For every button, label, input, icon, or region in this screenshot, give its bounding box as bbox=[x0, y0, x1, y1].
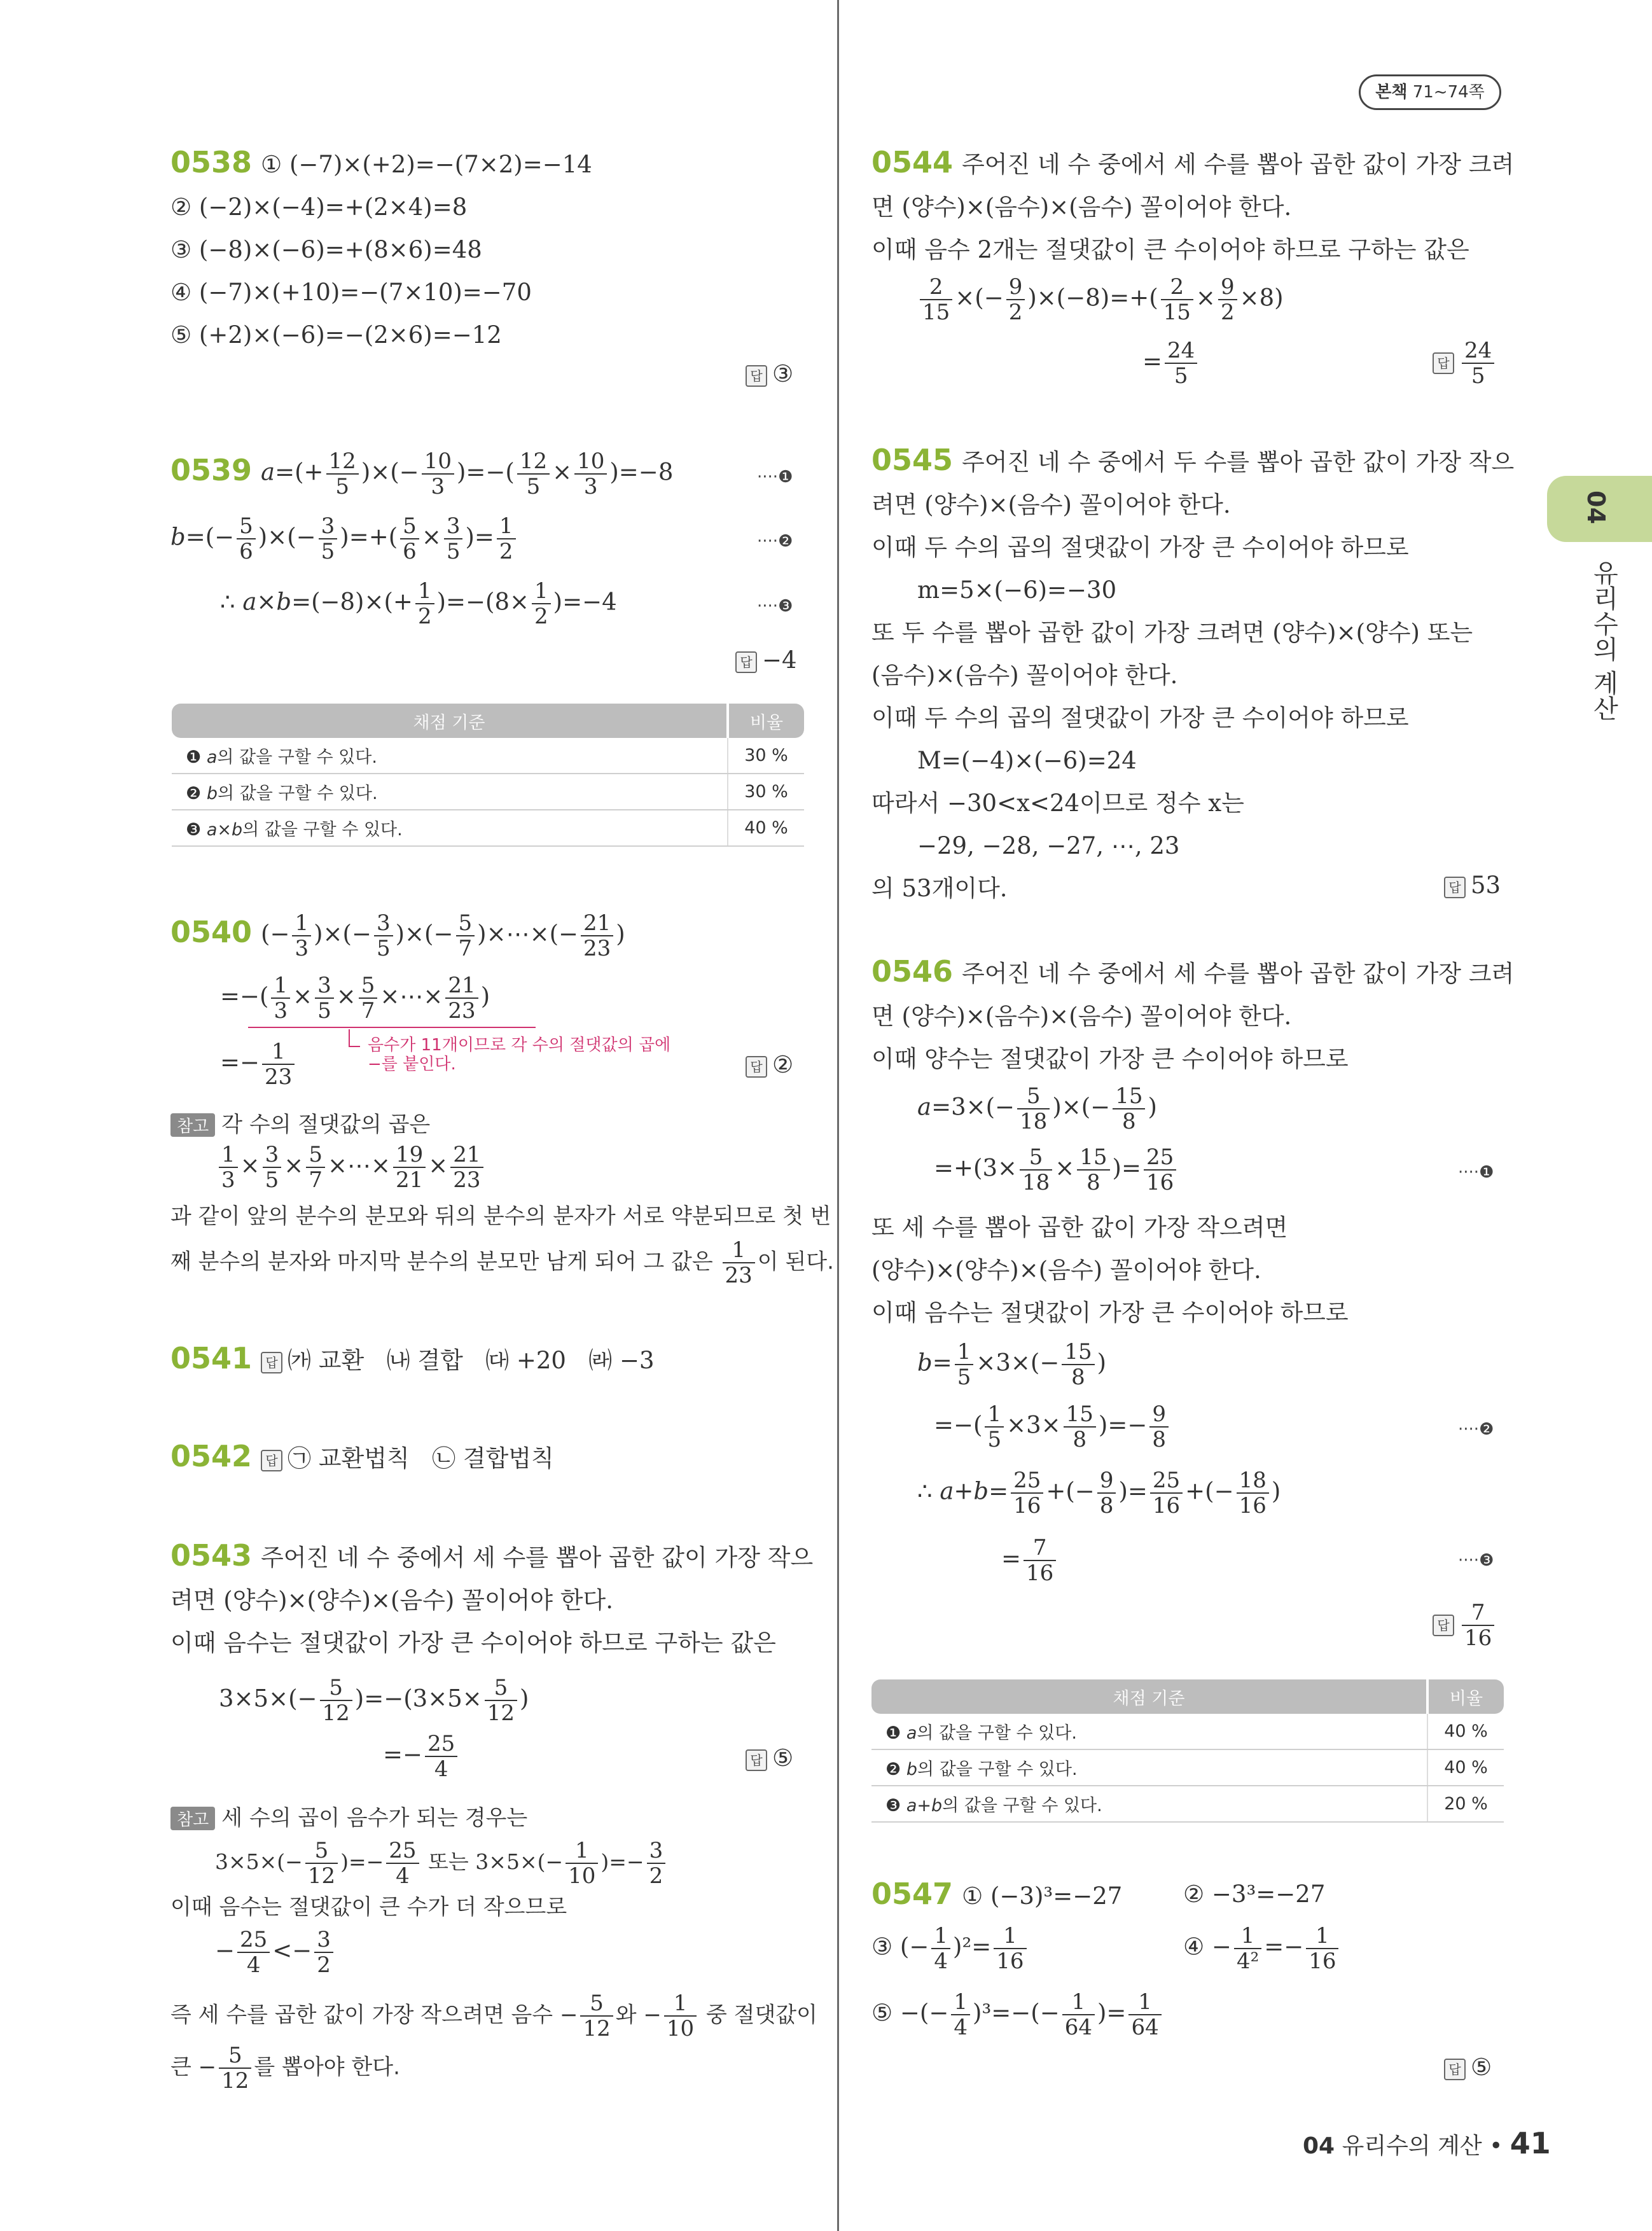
note-bracket bbox=[349, 1029, 360, 1047]
reference-0540-formula: $\frac{1}{3}$ × $\frac{3}{5}$ × $\frac{5}{7}$ ×⋯× $\frac{19}{21}$ × $\frac{21}{23}$ bbox=[216, 1143, 486, 1192]
problem-0546-formula-b1: b= $\frac{1}{5}$ ×3×(− $\frac{15}{8}$ ) bbox=[917, 1339, 1107, 1390]
answer-mark-icon: 답 bbox=[746, 1056, 767, 1078]
problem-number: 0543 bbox=[170, 1538, 253, 1573]
problem-0540-line1: 0540 (− $\frac{1}{3}$ )×(− $\frac{3}{5}$ )×(− $\frac{5}{7}$ )×⋯×(− $\frac{21}{23}$ ) bbox=[170, 910, 625, 961]
column-divider bbox=[837, 0, 839, 2231]
reference-0543-text3: 큰 − $\frac{5}{12}$ 를 뽑아야 한다. bbox=[170, 2043, 400, 2094]
problem-0546-text2: 또 세 수를 뽑아 곱한 값이 가장 작으려면 (양수)×(양수)×(음수) 꼴이어야 한다. 이때 음수는 절댓값이 가장 큰 수이어야 하므로 bbox=[871, 1214, 1349, 1326]
problem-0543-formula1: 3×5×(− $\frac{5}{12}$ )=−(3×5× $\frac{5}{12}$ ) bbox=[219, 1675, 529, 1726]
reference-0540: 참고 각 수의 절댓값의 곱은 bbox=[170, 1107, 430, 1138]
answer-mark-icon: 답 bbox=[1444, 877, 1466, 898]
step-marker-3: ····❸ bbox=[757, 597, 793, 616]
reference-label: 참고 bbox=[170, 1113, 215, 1137]
table-row: ❸ a×b의 값을 구할 수 있다. 40 % bbox=[172, 810, 804, 846]
step-marker-1: ····❶ bbox=[757, 468, 793, 487]
note-0540: 음수가 11개이므로 각 수의 절댓값의 곱에 −를 붙인다. bbox=[368, 1036, 671, 1074]
problem-number: 0546 bbox=[871, 954, 954, 989]
step-marker-1: ····❶ bbox=[1458, 1163, 1494, 1182]
problem-0539-line3: ∴ a×b=(−8)×(+ $\frac{1}{2}$ )=−(8× $\frac{1}{2}$ )=−4 bbox=[220, 578, 617, 629]
table-row: ❶ a의 값을 구할 수 있다. 40 % bbox=[871, 1714, 1504, 1749]
problem-0546-formula-sum2: = $\frac{7}{16}$ bbox=[1001, 1536, 1059, 1585]
reference-0543-compare: − $\frac{25}{4}$ <− $\frac{3}{2}$ bbox=[215, 1928, 336, 1977]
problem-number: 0544 bbox=[871, 145, 954, 179]
grading-header: 채점 기준 bbox=[172, 704, 728, 738]
reference-0543-formula: 3×5×(− $\frac{5}{12}$ )=− $\frac{25}{4}$ 또는 3×5×(− $\frac{1}{10}$ )=− $\frac{3}{2}$ bbox=[215, 1838, 668, 1888]
answer-0546: 답 $\frac{7}{16}$ bbox=[1433, 1601, 1497, 1650]
chapter-vertical-title: 유리수의 계산 bbox=[1589, 560, 1618, 721]
problem-number: 0542 bbox=[170, 1439, 253, 1473]
reference-0543: 참고 세 수의 곱이 음수가 되는 경우는 bbox=[170, 1800, 527, 1831]
problem-0547-line3: ⑤ −(− $\frac{1}{4}$ )³=−(− $\frac{1}{64}$ )= $\frac{1}{64}$ bbox=[871, 1990, 1164, 2040]
answer-mark-icon: 답 bbox=[261, 1352, 282, 1373]
ratio-header: 비율 bbox=[1427, 1679, 1504, 1714]
table-row: ❷ b의 값을 구할 수 있다. 40 % bbox=[871, 1749, 1504, 1786]
reference-0543-text2: 즉 세 수를 곱한 값이 가장 작으려면 음수 − $\frac{5}{12}$ 와 − $\frac{1}{10}$ 중 절댓값이 bbox=[170, 1991, 817, 2041]
problem-0538: 0538 ① (−7)×(+2)=−(7×2)=−14 ② (−2)×(−4)=+(2×4)=8 ③ (−8)×(−6)=+(8×6)=48 ④ (−7)×(+10)=−(7×10)=−70 ⑤ (+2)×(−6)=−(2×6)=−12 bbox=[170, 145, 592, 349]
underline-0540 bbox=[248, 1027, 536, 1028]
page-footer: 04 유리수의 계산 • 41 bbox=[1303, 2126, 1551, 2160]
problem-0547-line2: ③ (− $\frac{1}{4}$ )²= $\frac{1}{16}$ bbox=[871, 1924, 1029, 1973]
answer-0543: 답 ⑤ bbox=[746, 1744, 793, 1772]
step-marker-2: ····❷ bbox=[1458, 1420, 1494, 1439]
problem-0545: 0545 주어진 네 수 중에서 두 수를 뽑아 곱한 값이 가장 작으 려면 (양수)×(음수) 꼴이어야 한다. 이때 두 수의 곱의 절댓값이 가장 큰 수이어야 하므로 m=5×(−6)=−30 또 두 수를 뽑아 곱한 값이 가장 크려면 (양수)×(양수) 또는 (음수)×(음수) 꼴이어야 한다. 이때 두 수의 곱의 절댓값이 가장 큰 수이어야 하므로 M=(−4)×(−6)=24 따라서 −30<x<24이므로 정수 x는 −29, −28, −27, ⋯, 23 의 53개이다. bbox=[871, 443, 1515, 902]
answer-mark-icon: 답 bbox=[1433, 1615, 1454, 1636]
problem-0547-line1: 0547 ① (−3)³=−27 bbox=[871, 1877, 1123, 1911]
answer-mark-icon: 답 bbox=[1433, 352, 1454, 374]
answer-0540: 답 ② bbox=[746, 1051, 793, 1078]
problem-0544: 0544 주어진 네 수 중에서 세 수를 뽑아 곱한 값이 가장 크려 면 (양수)×(음수)×(음수) 꼴이어야 한다. 이때 음수 2개는 절댓값이 큰 수이어야 하므로 구하는 값은 bbox=[871, 145, 1515, 263]
reference-0543-text: 이때 음수는 절댓값이 큰 수가 더 작으므로 bbox=[170, 1894, 567, 1920]
problem-number: 0540 bbox=[170, 914, 253, 949]
problem-0546-formula-sum1: ∴ a+b= $\frac{25}{16}$ +(− $\frac{9}{8}$ )= $\frac{25}{16}$ +(− $\frac{18}{16}$ ) bbox=[917, 1468, 1281, 1519]
step-marker-3: ····❸ bbox=[1458, 1551, 1494, 1570]
grading-table-0539 bbox=[172, 704, 804, 847]
chapter-tab: 04 bbox=[1547, 476, 1652, 542]
problem-0541: 0541 답 ㈎ 교환 ㈏ 결합 ㈐ +20 ㈑ −3 bbox=[170, 1341, 655, 1375]
table-row: ❷ b의 값을 구할 수 있다. 30 % bbox=[172, 774, 804, 810]
problem-0546-formula-b2: =−( $\frac{1}{5}$ ×3× $\frac{15}{8}$ )=− $\frac{9}{8}$ bbox=[934, 1402, 1171, 1452]
answer-0539: 답 −4 bbox=[735, 646, 797, 674]
problem-0544-formula1: $\frac{2}{15}$ ×(− $\frac{9}{2}$ )×(−8)=+( $\frac{2}{15}$ × $\frac{9}{2}$ ×8) bbox=[917, 275, 1284, 324]
grading-header: 채점 기준 bbox=[871, 1679, 1427, 1714]
problem-0539-line2: b=(− $\frac{5}{6}$ )×(− $\frac{3}{5}$ )=+( $\frac{5}{6}$ × $\frac{3}{5}$ )= $\frac{1}{2}$ bbox=[170, 514, 518, 564]
reference-0540-text2: 째 분수의 분자와 마지막 분수의 분모만 남게 되어 그 값은 $\frac{1}{23}$ 이 된다. bbox=[170, 1237, 834, 1288]
problem-0547-item2: ② −3³=−27 bbox=[1183, 1880, 1326, 1908]
answer-0547: 답 ⑤ bbox=[1444, 2054, 1492, 2081]
answer-mark-icon: 답 bbox=[1444, 2059, 1466, 2080]
problem-0540-line2: =−( $\frac{1}{3}$ × $\frac{3}{5}$ × $\frac{5}{7}$ ×⋯× $\frac{21}{23}$ ) bbox=[220, 973, 490, 1024]
problem-number: 0539 bbox=[170, 452, 253, 487]
problem-0546-formula-a1: a=3×(− $\frac{5}{18}$ )×(− $\frac{15}{8}$ ) bbox=[917, 1083, 1157, 1134]
problem-0542: 0542 답 ㉠ 교환법칙 ㉡ 결합법칙 bbox=[170, 1439, 554, 1473]
step-marker-2: ····❷ bbox=[757, 532, 793, 551]
problem-number: 0538 bbox=[170, 145, 253, 179]
answer-0544: 답 $\frac{24}{5}$ bbox=[1433, 338, 1497, 388]
problem-number: 0547 bbox=[871, 1877, 954, 1911]
table-row: ❶ a의 값을 구할 수 있다. 30 % bbox=[172, 738, 804, 774]
page-reference-badge: 본책 71~74쪽 bbox=[1359, 74, 1501, 110]
problem-0544-formula2: = $\frac{24}{5}$ bbox=[1142, 338, 1200, 388]
problem-0547-item4: ④ − $\frac{1}{\text{4²}}$ =− $\frac{1}{16}$ bbox=[1183, 1924, 1341, 1973]
table-row: ❸ a+b의 값을 구할 수 있다. 20 % bbox=[871, 1786, 1504, 1822]
problem-0539-line1: 0539 a=(+ $\frac{12}{5}$ )×(− $\frac{10}{3}$ )=−( $\frac{12}{5}$ × $\frac{10}{3}$ )=−8 bbox=[170, 448, 674, 499]
reference-label: 참고 bbox=[170, 1807, 215, 1830]
problem-0543-formula2: =− $\frac{25}{4}$ bbox=[383, 1732, 460, 1781]
reference-0540-text: 과 같이 앞의 분수의 분모와 뒤의 분수의 분자가 서로 약분되므로 첫 번 bbox=[170, 1204, 831, 1229]
grading-table-0546 bbox=[871, 1679, 1504, 1823]
answer-0538: 답 ③ bbox=[746, 360, 793, 387]
answer-mark-icon: 답 bbox=[735, 651, 757, 673]
problem-number: 0541 bbox=[170, 1341, 253, 1375]
answer-mark-icon: 답 bbox=[746, 1749, 767, 1771]
problem-number: 0545 bbox=[871, 443, 954, 477]
problem-0546: 0546 주어진 네 수 중에서 세 수를 뽑아 곱한 값이 가장 크려 면 (양수)×(음수)×(음수) 꼴이어야 한다. 이때 양수는 절댓값이 가장 큰 수이어야 하므로 bbox=[871, 954, 1515, 1073]
page-number: 41 bbox=[1510, 2126, 1551, 2160]
ratio-header: 비율 bbox=[728, 704, 804, 738]
answer-mark-icon: 답 bbox=[261, 1450, 282, 1471]
answer-0545: 답 53 bbox=[1444, 872, 1501, 899]
problem-0546-formula-a2: =+(3× $\frac{5}{18}$ × $\frac{15}{8}$ )= $\frac{25}{16}$ bbox=[934, 1145, 1179, 1195]
answer-mark-icon: 답 bbox=[746, 365, 767, 387]
problem-0543: 0543 주어진 네 수 중에서 세 수를 뽑아 곱한 값이 가장 작으 려면 (양수)×(양수)×(음수) 꼴이어야 한다. 이때 음수는 절댓값이 가장 큰 수이어야 하므로 구하는 값은 bbox=[170, 1538, 814, 1657]
problem-0540-line3: =− $\frac{1}{23}$ bbox=[220, 1039, 297, 1089]
